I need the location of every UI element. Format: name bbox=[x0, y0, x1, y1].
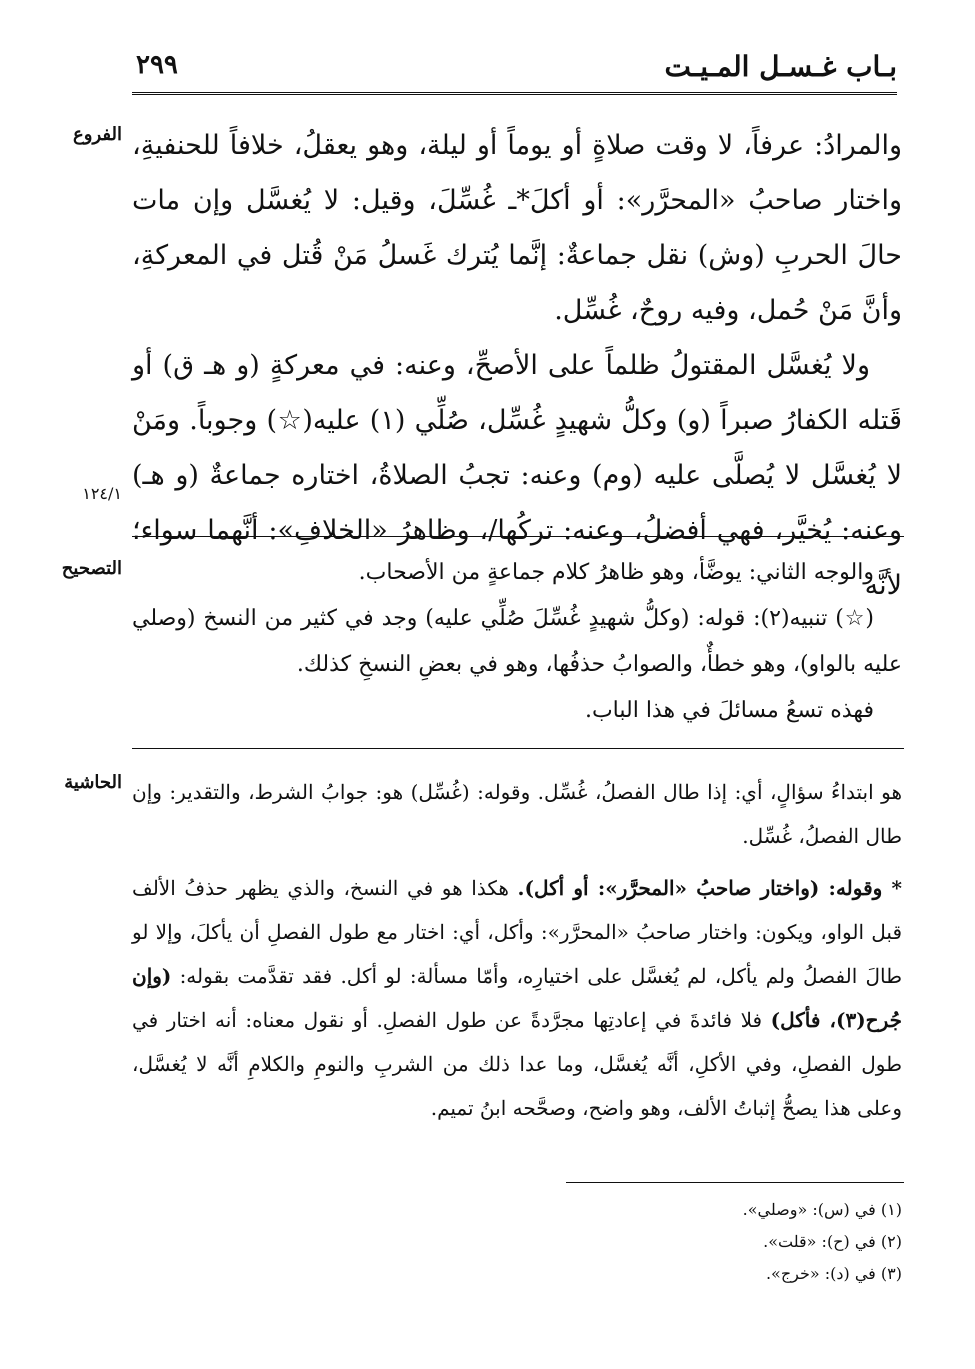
section-divider-tashih bbox=[132, 536, 904, 537]
main-paragraph-2: ولا يُغسَّل المقتولُ ظلماً على الأصحِّ، وعنه: في معركةٍ (و هـ ق) أو قَتله الكفارُ صبراً (و) وكلُّ شهيدٍ غُسِّل، صُلِّي (١) عليه(☆) وجوباً. ومَنْ لا يُغسَّل لا يُصلَّى عليه (وم) وعنه: تجبُ الصلاةُ، اختاره جماعةٌ (و هـ) وعنه: يُخيَّر، فهي أفضلُ، وعنه: تركُها/، وظاهرُ «الخلافِ»: أنَّهما سواء؛ لأنَّه bbox=[132, 350, 902, 601]
hashiya-lead: * وقوله: (واختار صاحبُ «المحرَّر»: أو أكل). bbox=[517, 876, 902, 900]
side-label-volume-ref: ١٢٤/١ bbox=[82, 484, 122, 503]
main-text bbox=[132, 118, 902, 613]
hashiya-body-end: فلا فائدةَ في إعادتِها مجرَّدةً عن طول الفصلِ. أو نقول معناه: أنه اختار في طول الفصلِ، وفي الأكلِ، أنَّه يُغسَّل، وما عدا ذلك من الشربِ والنومِ والكلامِ أنَّه لا يُغسَّل، وعلى هذا يصحُّ إثباتُ الألف، وهو واضح، وصحَّحه ابنُ تميم. bbox=[132, 1008, 902, 1120]
section-divider-hashiya bbox=[132, 748, 904, 749]
hashiya-quote: (وإن جُرح(٣)، فأكل) bbox=[132, 964, 902, 1032]
side-label-tashih: التصحيح bbox=[61, 558, 122, 579]
footnote-3: (٣) في (د): «خرج». bbox=[765, 1264, 902, 1283]
chapter-title: بـاب غـسـل المـيـت bbox=[664, 50, 897, 83]
tashih-paragraph-3: فهذه تسعُ مسائلَ في هذا الباب. bbox=[584, 698, 874, 723]
main-paragraph-1: والمرادُ: عرفاً، لا وقت صلاةٍ أو يوماً أو ليلة، وهو يعقلُ، خلافاً للحنفيةِ، واختار صاحبُ «المحرَّر»: أو أكلَ*ـ غُسِّلَ، وقيل: لا يُغسَّل وإن مات حالَ الحربِ (وش) نقل جماعةٌ: إنَّما يُترك غَسلُ مَنْ قُتل في المعركةِ، وأنَّ مَنْ حُمل، وفيه روحٌ، غُسِّل. bbox=[132, 130, 902, 326]
tashih-paragraph-1: والوجه الثاني: يوضَّأ، وهو ظاهرُ كلام جماعةٍ من الأصحاب. bbox=[358, 560, 874, 585]
page-number: ٢٩٩ bbox=[136, 50, 178, 80]
footnote-2: (٢) في (ح): «قلت». bbox=[763, 1232, 902, 1251]
hashiya-text bbox=[132, 770, 902, 1130]
hashiya-paragraph-1: هو ابتداءُ سؤالٍ، أي: إذا طال الفصلُ، غُسِّل. وقوله: (غُسِّل) هو: جوابُ الشرط، والتقدير: وإن طال الفصلُ، غُسِّل. bbox=[132, 780, 902, 848]
footnote-1: (١) في (س): «وصلي». bbox=[742, 1200, 902, 1219]
tashih-paragraph-2: (☆) تنبيه(٢): قوله: (وكلُّ شهيدٍ غُسِّلَ صُلِّي عليه) وجد في كثير من النسخ (وصلي عليه بالواو)، وهو خطأٌ، والصوابُ حذفُها، وهو في بعضِ النسخِ كذلك. bbox=[132, 606, 902, 677]
footnotes bbox=[743, 1194, 902, 1290]
side-label-furu: الفروع bbox=[73, 124, 122, 145]
page-header bbox=[132, 48, 897, 88]
hashiya-body: هكذا هو في النسخ، والذي يظهر حذفُ الألف قبل الواو، ويكون: واختار صاحبُ «المحرَّر»: وأكل، أي: اختار مع طول الفصلِ أن يأكلَ، وإلا لو طالَ الفصلُ ولم يأكل، لم يُغسَّل على اختيارِه، وأمّا مسألة: لو أكل. فقد تقدَّمت بقوله: bbox=[132, 876, 902, 988]
tashih-text bbox=[132, 550, 902, 734]
side-label-hashiya: الحاشية bbox=[64, 772, 122, 793]
header-rule bbox=[132, 92, 897, 99]
footnote-rule bbox=[566, 1182, 904, 1183]
hashiya-paragraph-2 bbox=[132, 866, 902, 1130]
